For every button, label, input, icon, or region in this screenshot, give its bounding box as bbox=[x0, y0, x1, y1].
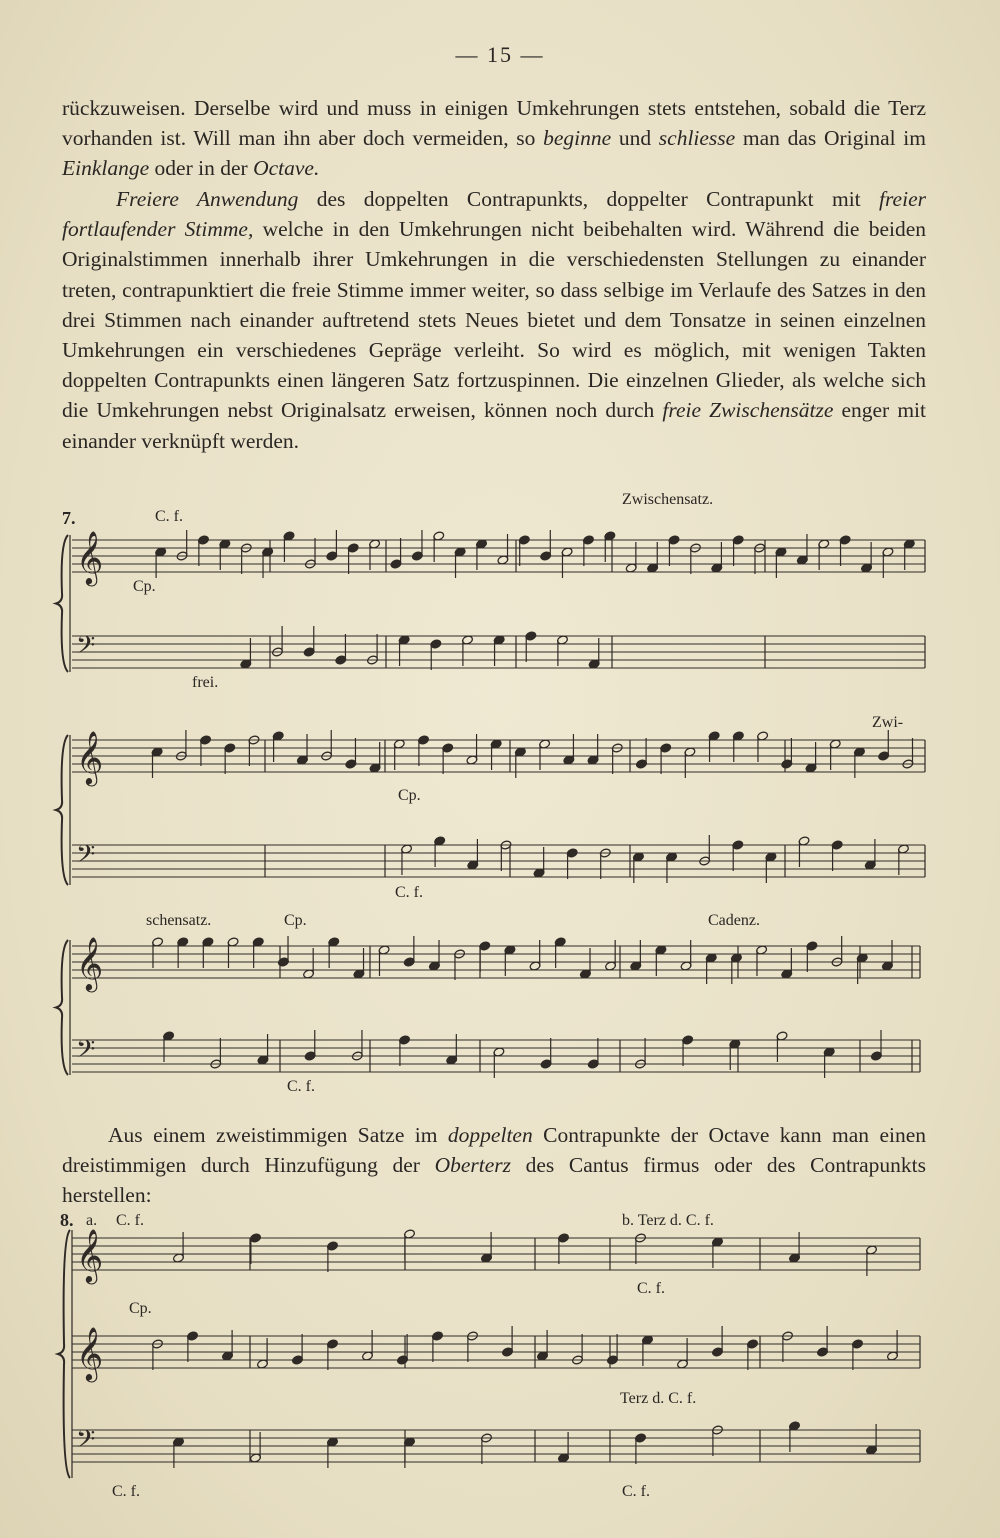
treble-clef-icon: 𝄞 bbox=[76, 936, 104, 990]
paragraph-2-italic-freier: freier fortlaufender Stimme, bbox=[62, 187, 926, 242]
example-7-cf-label: C. f. bbox=[155, 508, 183, 525]
page-number: — 15 — bbox=[455, 42, 545, 67]
bass-clef-icon: 𝄢 bbox=[76, 1425, 96, 1460]
bass-clef-icon: 𝄢 bbox=[76, 840, 96, 875]
example-8-cp-label: Cp. bbox=[129, 1300, 152, 1317]
example-7-system-2-brace bbox=[56, 735, 68, 885]
example-7-cp3-label: Cp. bbox=[284, 912, 307, 929]
example-7-cf3-label: C. f. bbox=[287, 1078, 315, 1095]
paragraph-3-text: Contrapunkte der Octave kann man einen dreistimmigen durch Hinzufügung der bbox=[62, 1123, 926, 1178]
treble-clef-icon: 𝄞 bbox=[76, 1228, 104, 1282]
staff-systems bbox=[56, 530, 925, 1478]
paragraph-1-text: man das Original im bbox=[735, 126, 926, 151]
example-7-cf2-label: C. f. bbox=[395, 884, 423, 901]
paragraph-1-text: und bbox=[611, 126, 659, 151]
example-8-b-terz-label: b. Terz d. C. f. bbox=[622, 1212, 714, 1229]
paragraph-1-italic-beginne: beginne bbox=[543, 126, 612, 151]
paragraph-2-italic-freiere: Freiere Anwendung bbox=[116, 187, 299, 211]
example-8-cf-mid-label: C. f. bbox=[637, 1280, 665, 1297]
paragraph-1-italic-schliesse: schliesse bbox=[658, 126, 736, 151]
paragraph-2-text: des doppelten Contrapunkts, doppelter Contrapunkt mit bbox=[298, 187, 880, 211]
example-7-cp-label: Cp. bbox=[133, 578, 156, 595]
paragraph-1-text: rückzuweisen. Derselbe wird und muss in einigen Umkehrungen stets entstehen, sobald die Terz vorhanden ist. Will man ihn aber doch vermeiden, so bbox=[62, 96, 926, 151]
paragraph-2-italic-zwischensaetze: freie Zwischensätze bbox=[662, 398, 834, 423]
paragraph-3-text: Aus einem zweistimmigen Satze im bbox=[108, 1123, 448, 1147]
example-7-system-1-brace bbox=[56, 535, 68, 672]
example-8-system-brace bbox=[58, 1230, 70, 1478]
paragraph-1-italic-einklange: Einklange bbox=[62, 156, 150, 181]
bass-clef-icon: 𝄢 bbox=[76, 631, 96, 666]
paragraph-2-text: enger mit einander verknüpft werden. bbox=[62, 398, 926, 453]
example-7-cp2-label: Cp. bbox=[398, 787, 421, 804]
example-8-number: 8. bbox=[60, 1210, 74, 1230]
example-7-schensatz-label: schensatz. bbox=[146, 912, 212, 929]
paragraph-1-italic-octave: Octave. bbox=[253, 156, 320, 181]
example-7-number: 7. bbox=[62, 508, 76, 528]
example-8-cf-bottom-right-label: C. f. bbox=[622, 1483, 650, 1500]
paragraph-1-text: oder in der bbox=[149, 156, 254, 181]
example-7-frei-label: frei. bbox=[192, 674, 219, 691]
example-8-terz-cf-label: Terz d. C. f. bbox=[620, 1390, 697, 1407]
bass-clef-icon: 𝄢 bbox=[76, 1035, 96, 1070]
paragraph-3-italic-doppelten: doppelten bbox=[447, 1123, 533, 1147]
example-7-cadenz-label: Cadenz. bbox=[708, 912, 760, 929]
example-7-zwischensatz-label: Zwischensatz. bbox=[622, 491, 714, 508]
example-8-cf-bottom-left-label: C. f. bbox=[112, 1483, 140, 1500]
example-7-zwi-label: Zwi- bbox=[872, 714, 904, 731]
treble-clef-icon: 𝄞 bbox=[76, 730, 104, 784]
treble-clef-icon: 𝄞 bbox=[76, 530, 104, 584]
treble-clef-icon: 𝄞 bbox=[76, 1326, 104, 1380]
example-7-system-3-brace bbox=[56, 940, 68, 1075]
paragraph-3-italic-oberterz: Oberterz bbox=[434, 1153, 511, 1178]
paragraph-2-text: welche in den Umkehrungen nicht beibehalten wird. Während die beiden Originalstimmen innerhalb ihrer Umkehrungen in die verschiedensten Stellungen zu einander treten, contrapunktiert die freie Stimme immer weiter, so dass selbige im Verlaufe des Satzes in den drei Stimmen nach einander auftretend stets Neues bietet und dem Tonsatze in seinen einzelnen Umkehrungen ein verschiedenes Gepräge verleiht. So wird es möglich, mit wenigen Takten doppelten Contrapunkts einen längeren Satz fortzuspinnen. Die einzelnen Glieder, als welche sich die Umkehrungen nebst Originalsatz erweisen, können noch durch bbox=[62, 217, 926, 423]
paragraph-3-text: des Cantus firmus oder des Contrapunkts herstellen: bbox=[62, 1153, 926, 1208]
example-8-a-label: a. bbox=[86, 1212, 98, 1229]
example-8-cf-top-label: C. f. bbox=[116, 1212, 144, 1229]
